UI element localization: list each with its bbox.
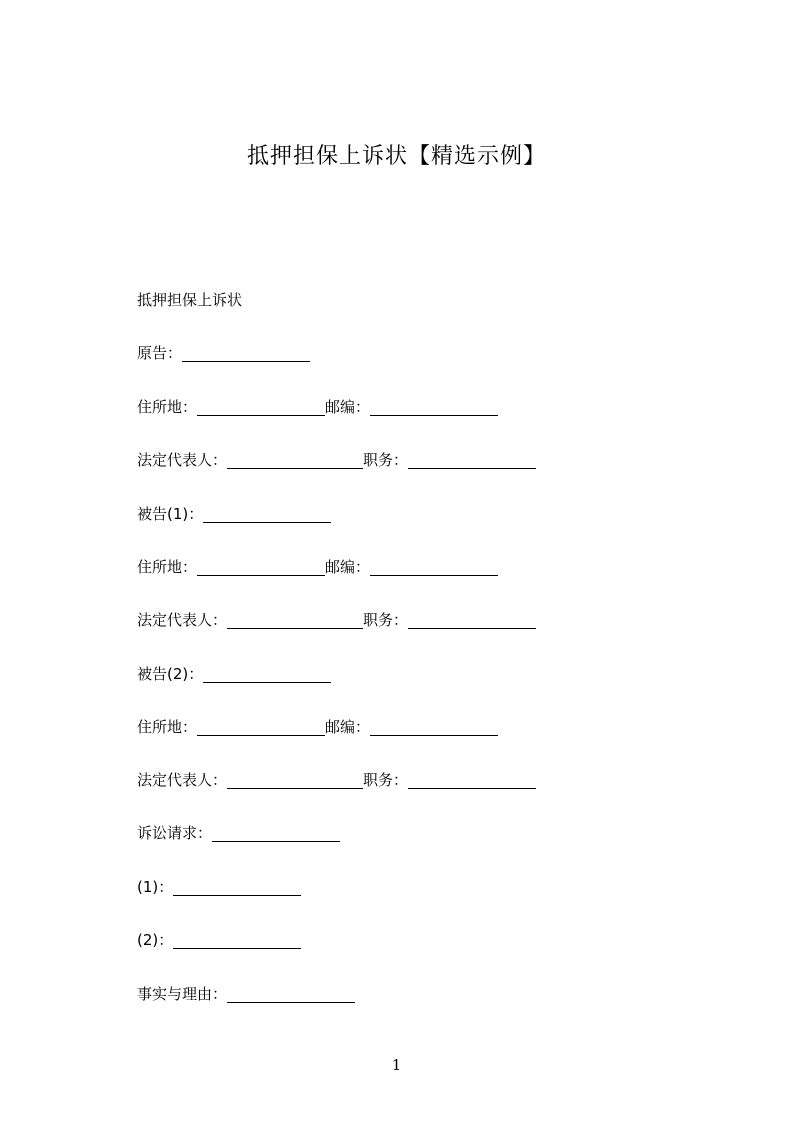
defendant2-blank — [203, 665, 331, 683]
defendant1-line — [137, 502, 331, 526]
defendant1-address-line — [137, 555, 498, 579]
claims-blank — [212, 824, 340, 842]
postcode-blank — [370, 558, 498, 576]
postcode-label: 邮编： — [325, 398, 371, 416]
defendant1-label: 被告(1)： — [137, 505, 204, 523]
postcode-blank — [370, 398, 498, 416]
claim2-line — [137, 928, 301, 952]
position-label: 职务： — [363, 771, 409, 789]
residence-blank — [197, 558, 325, 576]
residence-label: 住所地： — [137, 398, 198, 416]
postcode-label: 邮编： — [325, 558, 371, 576]
facts-line — [137, 982, 355, 1006]
legal-rep-label: 法定代表人： — [137, 771, 228, 789]
defendant2-label: 被告(2)： — [137, 665, 204, 683]
defendant1-representative-line — [137, 608, 536, 632]
page-number: 1 — [391, 1056, 402, 1074]
residence-blank — [197, 718, 325, 736]
plaintiff-representative-line — [137, 448, 536, 472]
claim1-label: (1)： — [137, 878, 174, 896]
document-title: 抵押担保上诉状【精选示例】 — [246, 144, 546, 169]
claim2-blank — [173, 931, 301, 949]
claims-label: 诉讼请求： — [137, 824, 213, 842]
residence-blank — [197, 398, 325, 416]
legal-rep-blank — [227, 451, 363, 469]
postcode-label: 邮编： — [325, 718, 371, 736]
defendant1-blank — [203, 505, 331, 523]
legal-rep-label: 法定代表人： — [137, 451, 228, 469]
position-blank — [408, 451, 536, 469]
position-blank — [408, 611, 536, 629]
position-label: 职务： — [363, 611, 409, 629]
postcode-blank — [370, 718, 498, 736]
plaintiff-label: 原告： — [137, 344, 183, 362]
defendant2-address-line — [137, 715, 498, 739]
legal-rep-label: 法定代表人： — [137, 611, 228, 629]
position-blank — [408, 771, 536, 789]
position-label: 职务： — [363, 451, 409, 469]
residence-label: 住所地： — [137, 718, 198, 736]
plaintiff-line — [137, 341, 310, 365]
claim2-label: (2)： — [137, 931, 174, 949]
document-heading — [137, 288, 242, 312]
claim1-line — [137, 875, 301, 899]
claim1-blank — [173, 878, 301, 896]
document-heading-text: 抵押担保上诉状 — [137, 291, 243, 309]
residence-label: 住所地： — [137, 558, 198, 576]
defendant2-line — [137, 662, 331, 686]
facts-blank — [227, 985, 355, 1003]
plaintiff-blank — [182, 344, 310, 362]
facts-label: 事实与理由： — [137, 985, 228, 1003]
plaintiff-address-line — [137, 395, 498, 419]
defendant2-representative-line — [137, 768, 536, 792]
legal-rep-blank — [227, 611, 363, 629]
claims-line — [137, 821, 340, 845]
legal-rep-blank — [227, 771, 363, 789]
